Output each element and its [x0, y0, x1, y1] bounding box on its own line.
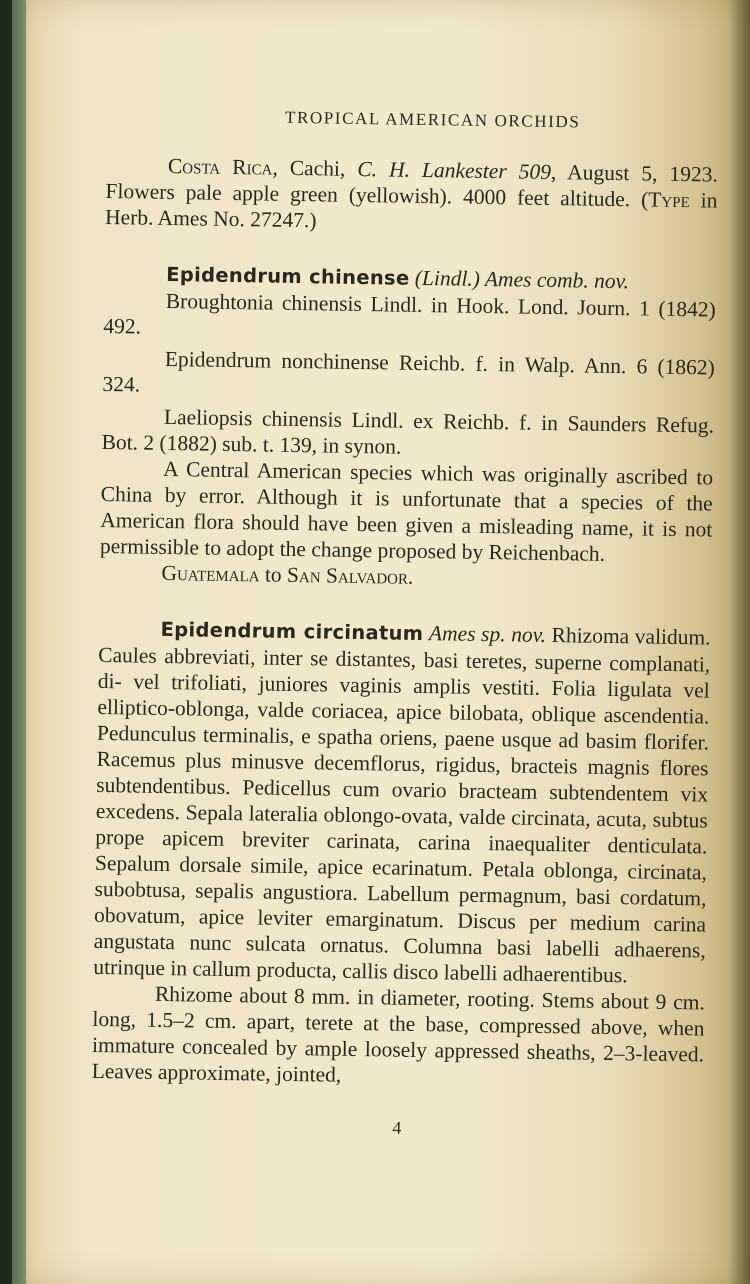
type-label: Type [648, 187, 690, 213]
synonym-1: Broughtonia chinensis Lindl. in Hook. Lond. Journ. 1 (1842) 492. [103, 288, 716, 339]
species-description-circinatum [93, 615, 711, 990]
herbarium-ref: in Herb. Ames No. 27247.) [104, 188, 718, 233]
species-authority: (Lindl.) Ames comb. nov. [414, 265, 630, 294]
book-spine [12, 0, 26, 1284]
page-edge-shadow [728, 0, 750, 1284]
distribution-to: San Salvador. [286, 562, 414, 589]
distribution-connector: to [259, 562, 288, 587]
species-authority: Ames sp. nov. [428, 621, 547, 647]
species-name: Epidendrum chinense [166, 262, 410, 290]
book-page [12, 0, 750, 1284]
latin-description: Rhizoma validum. Caules abbreviati, inter se distantes, basi teretes, superne complanati, di- vel trifoliati, juniores vaginis amplis vestiti. Folia ligulata vel elliptico-oblonga, valde coriacea, apice bilobata, oblique ascendentia. Pedunculus terminalis, e spatha oriens, paene usque ad basim florifer. Racemus plus minusve decemflorus, rigidus, bracteis magnis flores subtendentibus. Pedicellus cum ovario bracteam subtendentem vix excedens. Sepala lateralia oblongo-ovata, valde circinata, acuta, subtus prope apicem breviter carinata, carina inaequaliter denticulata. Sepalum dorsale simile, apice ecarinatum. Petala oblonga, circinata, subobtusa, sepalis angustiora. Labellum permagnum, basi cordatum, obovatum, apice leviter emarginatum. Discus per medium carina angustata nunc sulcata ornatus. Columna basi labelli adhaerens, utrinque in callum producta, callis disco labelli adhaerentibus. [93, 623, 711, 988]
distribution-from: Guatemala [161, 560, 260, 587]
costa-rica-locality [105, 152, 718, 240]
country-name: Costa Rica [167, 153, 273, 180]
collector: C. H. Lankester 509 [357, 156, 552, 184]
synonym-3: Laeliopsis chinensis Lindl. ex Reichb. f. in Saunders Refug. Bot. 2 (1882) sub. t. 139, in synon. [101, 404, 715, 459]
species-note: A Central American species which was originally ascribed to China by error. Although it is unfortunate that a species of the American flora should have been given a misleading name, it is not permissible to adopt the change proposed by Reichenbach. [99, 456, 714, 566]
locality-details: , August 5, 1923. Flowers pale apple green (yellowish). 4000 feet altitude. ( [105, 159, 719, 212]
species-name: Epidendrum circinatum [160, 617, 424, 646]
synonym-2: Epidendrum nonchinense Reichb. f. in Walp. Ann. 6 (1862) 324. [102, 346, 716, 397]
page-text [91, 98, 719, 1145]
locality-text: , Cachi, [272, 155, 358, 181]
english-description: Rhizome about 8 mm. in diameter, rooting. Stems about 9 cm. long, 1.5–2 cm. apart, terete at the base, compressed above, when immature concealed by ample loosely appressed sheaths, 2–3-leaved. Leaves approximate, jointed, [91, 981, 706, 1087]
page-number: 4 [392, 1117, 402, 1138]
running-header: TROPICAL AMERICAN ORCHIDS [284, 107, 581, 132]
